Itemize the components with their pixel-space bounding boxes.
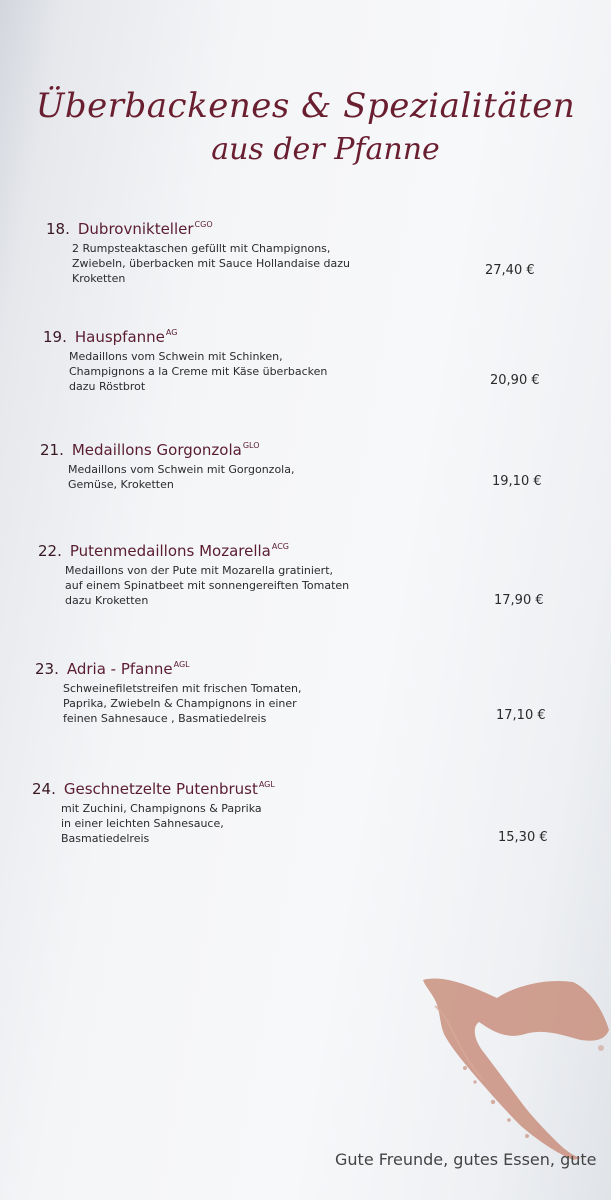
item-description-line: mit Zuchini, Champignons & Paprika [61, 802, 262, 815]
item-price: 15,30 € [498, 830, 548, 845]
item-price: 17,90 € [494, 593, 544, 608]
item-name: Adria - Pfanne [66, 660, 173, 678]
item-name: Geschnetzelte Putenbrust [63, 780, 258, 798]
menu-item [32, 780, 592, 846]
item-description-line: 2 Rumpsteaktaschen gefüllt mit Champignons, [72, 242, 331, 255]
item-description-line: Medaillons vom Schwein mit Gorgonzola, [68, 463, 295, 476]
item-name: Medaillons Gorgonzola [71, 441, 242, 459]
item-price: 17,10 € [496, 708, 546, 723]
item-description-line: Champignons a la Creme mit Käse überbacken [69, 365, 328, 378]
item-name: Hauspfanne [74, 328, 165, 346]
item-description-line: Basmatiedelreis [61, 832, 150, 845]
item-number: 22. [38, 542, 62, 560]
menu-item [35, 660, 595, 726]
item-number: 19. [43, 328, 67, 346]
item-allergens: AGL [258, 780, 275, 789]
item-number: 21. [40, 441, 64, 459]
menu-item [43, 328, 603, 394]
item-number: 18. [46, 220, 70, 238]
item-description-line: Schweinefiletstreifen mit frischen Tomaten, [63, 682, 302, 695]
item-description-line: auf einem Spinatbeet mit sonnengereiften Tomaten [65, 579, 350, 592]
item-price: 27,40 € [485, 263, 535, 278]
item-number: 24. [32, 780, 56, 798]
item-description-line: Medaillons vom Schwein mit Schinken, [69, 350, 283, 363]
item-price: 20,90 € [490, 373, 540, 388]
item-description-line: Gemüse, Kroketten [68, 478, 174, 491]
item-name: Putenmedaillons Mozarella [69, 542, 271, 560]
item-description-line: Medaillons von der Pute mit Mozarella gratiniert, [65, 564, 334, 577]
page-title: Überbackenes & Spezialitäten [35, 86, 576, 126]
item-allergens: AGL [173, 660, 190, 669]
croatia-map-icon [405, 970, 611, 1160]
item-description-line: Zwiebeln, überbacken mit Sauce Hollandaise dazu [72, 257, 351, 270]
item-number: 23. [35, 660, 59, 678]
item-description-line: dazu Röstbrot [69, 380, 146, 393]
footer-slogan: Gute Freunde, gutes Essen, gute [335, 1150, 597, 1169]
item-name: Dubrovnikteller [77, 220, 194, 238]
page-subtitle: aus der Pfanne [211, 132, 440, 167]
item-description-line: feinen Sahnesauce , Basmatiedelreis [63, 712, 267, 725]
item-allergens: AG [165, 328, 178, 337]
item-description-line: dazu Kroketten [65, 594, 149, 607]
menu-item [38, 542, 598, 608]
item-description-line: Paprika, Zwiebeln & Champignons in einer [63, 697, 297, 710]
item-description-line: in einer leichten Sahnesauce, [61, 817, 224, 830]
menu-item [40, 441, 600, 492]
item-description-line: Kroketten [72, 272, 126, 285]
item-allergens: ACG [271, 542, 289, 551]
item-price: 19,10 € [492, 474, 542, 489]
menu-item [46, 220, 606, 286]
item-allergens: GLO [242, 441, 260, 450]
item-allergens: CGO [194, 220, 213, 229]
